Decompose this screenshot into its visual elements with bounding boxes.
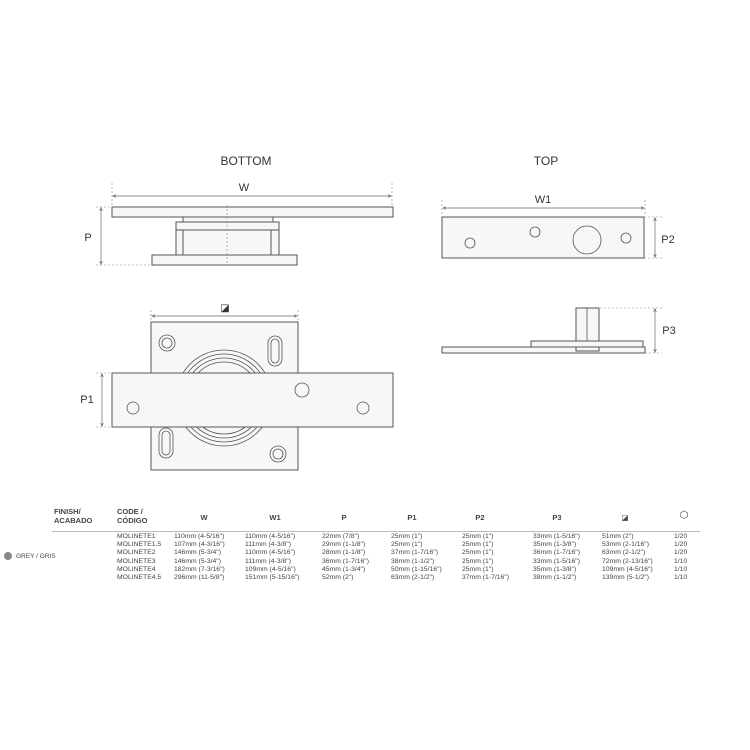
column-p <box>322 533 369 582</box>
header-code: CODE / CÓDIGO <box>117 507 148 525</box>
table-cell-square: 51mm (2") <box>602 533 634 540</box>
table-cell-w1: 110mm (4-5/16") <box>245 533 296 540</box>
header-square: ◪ <box>621 513 629 522</box>
table-cell-p2: 25mm (1") <box>462 533 494 540</box>
base-plate <box>152 255 297 265</box>
column-pack <box>674 533 687 582</box>
table-cell-code: MOLINETE1 <box>117 533 156 540</box>
column-w <box>174 533 225 582</box>
table-cell-w: 110mm (4-5/16") <box>174 533 225 540</box>
column-p2 <box>462 533 509 582</box>
table-cell-p: 22mm (7/8") <box>322 533 360 540</box>
table-cell-pack: 1/10 <box>674 565 688 573</box>
table-cell-p: 45mm (1-3/4") <box>322 565 366 573</box>
table-cell-p1: 25mm (1") <box>391 541 423 549</box>
header-finish: FINISH/ ACABADO <box>54 507 93 525</box>
table-cell-w: 182mm (7-3/16") <box>174 565 225 573</box>
table-cell-square: 139mm (5-1/2") <box>602 573 649 581</box>
table-cell-code: MOLINETE4.5 <box>117 573 162 581</box>
finish-swatch <box>4 552 56 560</box>
table-cell-p2: 25mm (1") <box>462 549 494 557</box>
table-cell-p2: 25mm (1") <box>462 565 494 573</box>
table-cell-pack: 1/10 <box>674 573 688 581</box>
w-label: W <box>238 182 250 194</box>
table-cell-p3: 35mm (1-3/8") <box>533 565 577 573</box>
header-w: W <box>200 513 208 522</box>
p2-label: P2 <box>661 234 675 246</box>
table-cell-p1: 38mm (1-1/2") <box>391 557 435 565</box>
table-cell-code: MOLINETE4 <box>117 565 156 573</box>
table-cell-square: 72mm (2-13/16") <box>602 557 653 565</box>
table-cell-w: 146mm (5-3/4") <box>174 557 221 565</box>
table-cell-p1: 50mm (1-15/16") <box>391 565 442 573</box>
header-p2: P2 <box>475 513 485 522</box>
table-cell-code: MOLINETE3 <box>117 557 156 565</box>
table-cell-p: 52mm (2") <box>322 573 354 581</box>
square-label: ◪ <box>220 303 230 314</box>
table-cell-p: 29mm (1-1/8") <box>322 541 366 549</box>
table-cell-p3: 33mm (1-5/16") <box>533 557 580 565</box>
top-side-view <box>442 308 676 353</box>
table-cell-p1: 63mm (2-1/2") <box>391 573 435 581</box>
table-cell-p1: 37mm (1-7/16") <box>391 549 438 557</box>
table-cell-pack: 1/20 <box>674 533 688 540</box>
header-p: P <box>341 513 347 522</box>
top-view-title: TOP <box>533 154 559 168</box>
table-cell-pack: 1/20 <box>674 541 688 549</box>
table-cell-p2: 25mm (1") <box>462 541 494 549</box>
header-pack-icon: ⬡ <box>679 510 689 521</box>
table-cell-p3: 33mm (1-5/16") <box>533 533 580 540</box>
p1-label: P1 <box>80 394 94 406</box>
table-cell-w1: 151mm (5-15/16") <box>245 573 300 581</box>
bottom-plan-view <box>80 303 393 470</box>
table-cell-pack: 1/10 <box>674 557 688 565</box>
bottom-side-view <box>84 182 393 266</box>
grey-color-dot <box>4 552 12 560</box>
column-p1 <box>391 533 442 582</box>
table-cell-w: 146mm (5-3/4") <box>174 549 221 557</box>
w1-label: W1 <box>534 194 552 206</box>
p-label: P <box>84 232 92 244</box>
header-p3: P3 <box>552 513 562 522</box>
table-cell-code: MOLINETE1.5 <box>117 541 162 549</box>
table-divider <box>52 531 700 532</box>
table-cell-square: 63mm (2-1/2") <box>602 549 646 557</box>
table-cell-p3: 38mm (1-1/2") <box>533 573 577 581</box>
finish-label: GREY / GRIS <box>16 552 56 560</box>
header-w1: W1 <box>269 513 281 522</box>
table-cell-p2: 25mm (1") <box>462 557 494 565</box>
table-cell-square: 53mm (2-1/16") <box>602 541 649 549</box>
table-cell-p1: 25mm (1") <box>391 533 423 540</box>
p3-label: P3 <box>662 325 676 337</box>
table-cell-p: 36mm (1-7/16") <box>322 557 369 565</box>
table-cell-square: 109mm (4-5/16") <box>602 565 653 573</box>
table-cell-p: 28mm (1-1/8") <box>322 549 366 557</box>
column-square <box>602 533 653 582</box>
plate <box>112 207 393 217</box>
table-cell-p3: 36mm (1-7/16") <box>533 549 580 557</box>
header-p1: P1 <box>407 513 417 522</box>
table-cell-w1: 109mm (4-5/16") <box>245 565 296 573</box>
table-cell-w1: 110mm (4-5/16") <box>245 549 296 557</box>
table-cell-code: MOLINETE2 <box>117 549 156 557</box>
table-cell-p2: 37mm (1-7/16") <box>462 573 509 581</box>
table-cell-w1: 111mm (4-3/8") <box>245 541 291 549</box>
top-plate-view <box>442 194 675 258</box>
table-cell-p3: 35mm (1-3/8") <box>533 541 577 549</box>
column-w1 <box>245 533 300 582</box>
column-p3 <box>533 533 580 582</box>
column-code <box>117 533 161 582</box>
table-cell-pack: 1/20 <box>674 549 688 557</box>
bottom-view-title: BOTTOM <box>220 154 272 168</box>
table-cell-w: 296mm (11-5/8") <box>174 573 225 581</box>
table-cell-w: 107mm (4-3/16") <box>174 541 225 549</box>
table-cell-w1: 111mm (4-3/8") <box>245 557 291 565</box>
